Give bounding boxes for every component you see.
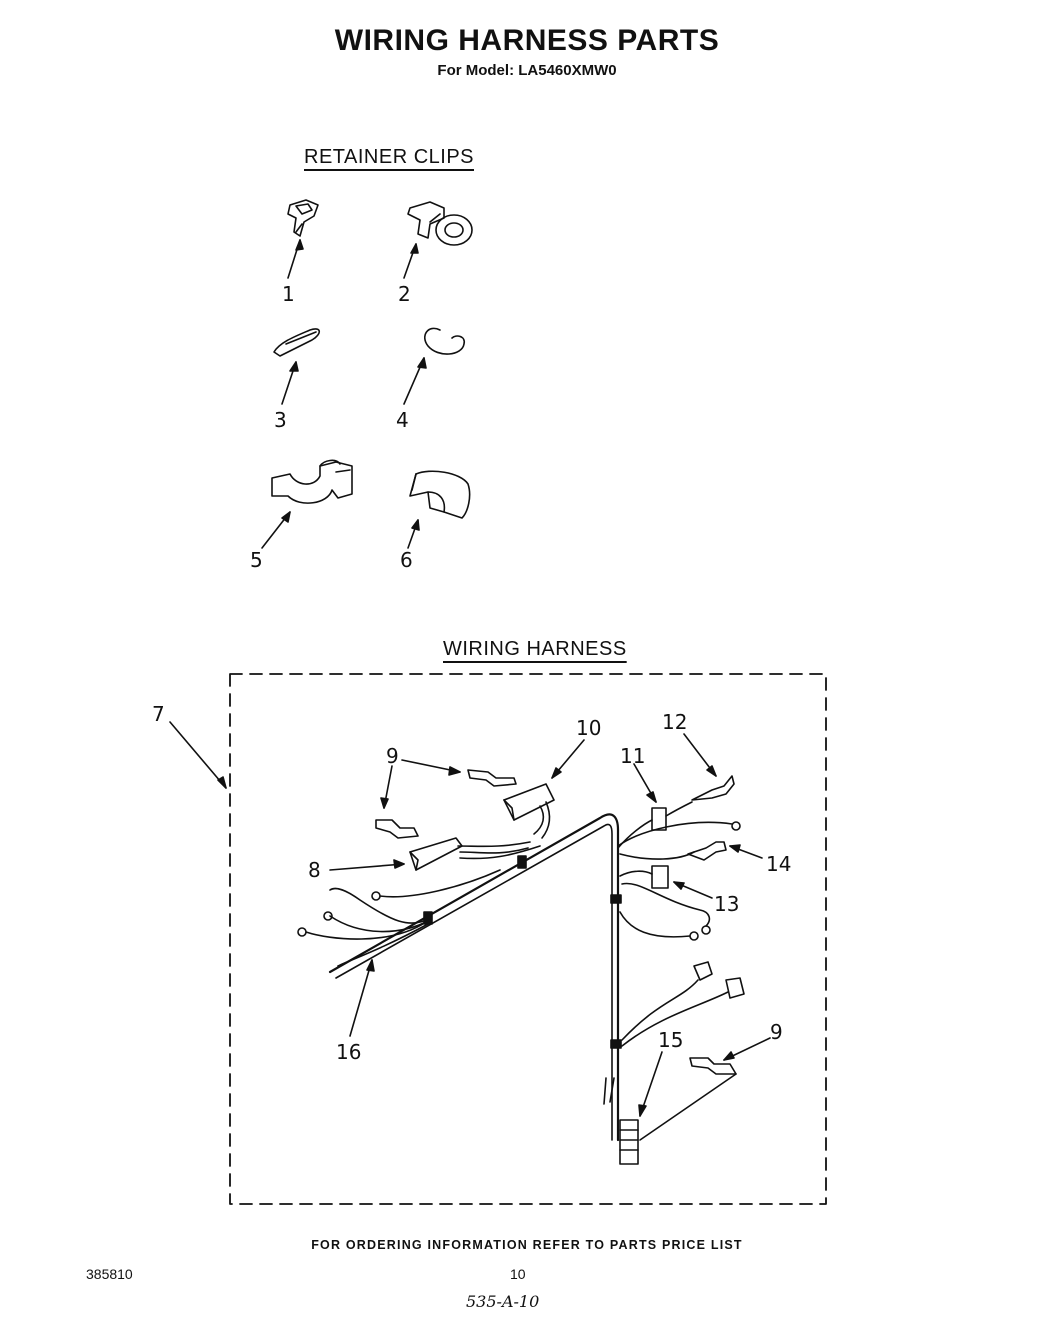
- clip-3-drawing: [274, 329, 319, 356]
- ordering-note: FOR ORDERING INFORMATION REFER TO PARTS PRICE LIST: [311, 1238, 743, 1252]
- harness-border: [230, 674, 826, 1204]
- clip-5-drawing: [272, 460, 352, 503]
- clip-2-arrow: [404, 244, 418, 278]
- terminal-14: [688, 842, 726, 860]
- clip-label-3: 3: [274, 408, 287, 432]
- leader-12: [684, 734, 716, 776]
- clip-label-4: 4: [396, 408, 409, 432]
- harness-label-11: 11: [620, 744, 646, 768]
- clip-4-arrow: [404, 358, 426, 404]
- leader-8: [330, 860, 404, 870]
- leader-11: [634, 764, 656, 802]
- harness-label-12: 12: [662, 710, 688, 734]
- leader-15: [639, 1052, 662, 1116]
- retainer-clips-heading: RETAINER CLIPS: [304, 146, 474, 168]
- harness-label-7: 7: [152, 702, 165, 726]
- harness-label-14: 14: [766, 852, 792, 876]
- terminal-12: [692, 776, 734, 800]
- leader-10: [552, 740, 584, 778]
- harness-label-9-top: 9: [386, 744, 399, 768]
- harness-label-10: 10: [576, 716, 602, 740]
- harness-label-15: 15: [658, 1028, 684, 1052]
- harness-label-9-right: 9: [770, 1020, 783, 1044]
- connector-15: [620, 1120, 638, 1164]
- handwritten-code: 535-A-10: [466, 1292, 540, 1311]
- clip-label-6: 6: [400, 548, 413, 572]
- terminal-9-top: [468, 770, 516, 786]
- clip-6-arrow: [408, 520, 419, 548]
- clip-5-arrow: [262, 512, 290, 548]
- connector-13: [620, 866, 710, 940]
- document-number: 385810: [86, 1266, 133, 1282]
- harness-label-8: 8: [308, 858, 321, 882]
- wiring-harness-heading: WIRING HARNESS: [443, 638, 627, 660]
- clip-1-arrow: [288, 240, 303, 278]
- harness-trunk: [330, 814, 621, 1140]
- page-number: 10: [510, 1266, 526, 1282]
- terminal-9-right: [640, 1058, 736, 1140]
- leader-16: [350, 960, 374, 1036]
- leader-7: [170, 722, 226, 788]
- terminal-9-left: [376, 820, 418, 838]
- clip-label-5: 5: [250, 548, 263, 572]
- leader-9-right: [724, 1038, 770, 1060]
- clip-6-drawing: [410, 471, 470, 518]
- clip-2-drawing: [408, 202, 472, 245]
- connector-10: [504, 784, 554, 838]
- clip-4-drawing: [425, 328, 464, 354]
- harness-label-13: 13: [714, 892, 740, 916]
- model-subtitle: For Model: LA5460XMW0: [437, 62, 617, 79]
- harness-label-16: 16: [336, 1040, 362, 1064]
- loop-wire-right: [618, 822, 740, 859]
- clip-label-1: 1: [282, 282, 295, 306]
- clip-1-drawing: [288, 200, 318, 236]
- clip-3-arrow: [282, 362, 298, 404]
- leader-13: [674, 882, 712, 898]
- loose-wires-left: [298, 870, 500, 966]
- page-title: WIRING HARNESS PARTS: [334, 24, 720, 57]
- clip-label-2: 2: [398, 282, 411, 306]
- leader-14: [730, 845, 762, 858]
